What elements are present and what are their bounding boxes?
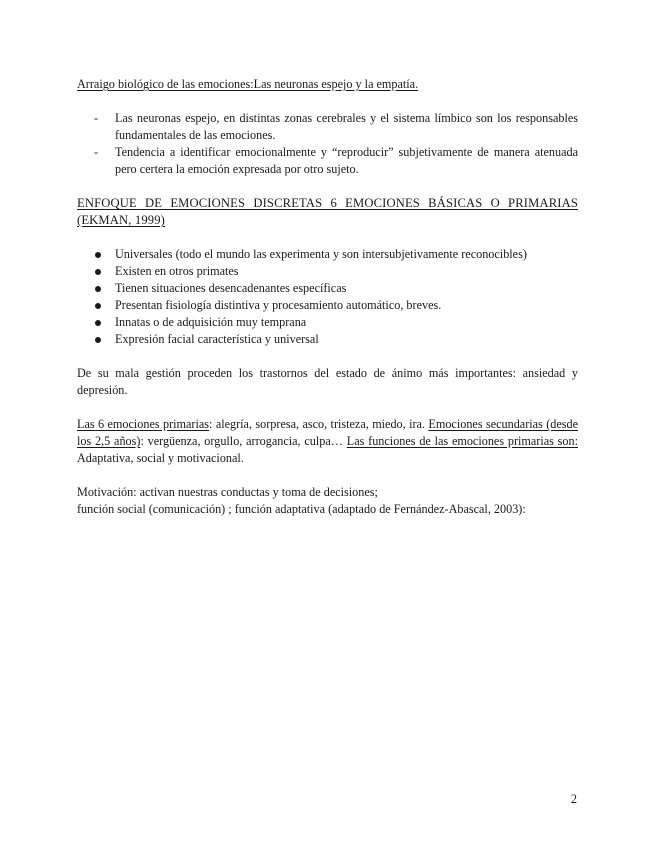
- list-item-text: Universales (todo el mundo las experimenta y son intersubjetivamente reconocibles): [115, 247, 527, 261]
- list-item-text: Innatas o de adquisición muy temprana: [115, 315, 307, 329]
- list-item: [77, 144, 578, 178]
- section-heading-emociones-discretas: ENFOQUE DE EMOCIONES DISCRETAS 6 EMOCIONES BÁSICAS O PRIMARIAS (EKMAN, 1999): [77, 196, 578, 227]
- bullet-icon: [95, 337, 101, 343]
- functions-text: Adaptativa, social y motivacional.: [77, 434, 584, 465]
- list-item-text: Existen en otros primates: [115, 264, 239, 278]
- secondary-emotions-text: : vergüenza, orgullo, arrogancia, culpa…: [140, 434, 347, 448]
- list-item-text: Tienen situaciones desencadenantes específicas: [115, 281, 347, 295]
- page-number: 2: [570, 792, 577, 806]
- paragraph-gestion: De su mala gestión proceden los trastornos del estado de ánimo más importantes: ansiedad y depresión.: [77, 366, 578, 397]
- functions-label: Las funciones de las emociones primarias son:: [346, 434, 578, 448]
- motivation-line: Motivación: activan nuestras conductas y toma de decisiones;: [77, 485, 378, 499]
- list-item: [77, 263, 578, 280]
- paragraph-motivacion: [77, 484, 578, 518]
- bullet-icon: [95, 269, 101, 275]
- primary-emotions-text: : alegría, sorpresa, asco, tristeza, miedo, ira.: [209, 417, 429, 431]
- list-item: [77, 314, 578, 331]
- bullet-icon: [95, 320, 101, 326]
- list-item-text: Expresión facial característica y universal: [115, 332, 319, 346]
- list-item-text: Presentan fisiología distintiva y procesamiento automático, breves.: [115, 298, 442, 312]
- bullet-icon: [95, 303, 101, 309]
- list-item-text: Las neuronas espejo, en distintas zonas cerebrales y el sistema límbico son los responsables fundamentales de las emociones.: [115, 111, 578, 142]
- dash-marker: -: [94, 111, 99, 125]
- bullet-icon: [95, 252, 101, 258]
- paragraph-emociones-primarias: [77, 416, 584, 467]
- list-item-text: Tendencia a identificar emocionalmente y “reproducir” subjetivamente de manera atenuada pero certera la emoción expresada por otro sujeto.: [115, 145, 578, 176]
- primary-emotions-label: Las 6 emociones primarias: [77, 417, 210, 431]
- list-item: [77, 280, 578, 297]
- function-line: función social (comunicación) ; función adaptativa (adaptado de Fernández-Abascal, 2003):: [77, 502, 526, 516]
- section-heading-neuronas-espejo: Arraigo biológico de las emociones:Las neuronas espejo y la empatía.: [77, 77, 419, 91]
- dash-list: [77, 110, 578, 178]
- dash-marker: -: [94, 145, 99, 159]
- list-item: [77, 246, 578, 263]
- list-item: [77, 297, 578, 314]
- bullet-list: [77, 246, 578, 348]
- bullet-icon: [95, 286, 101, 292]
- secondary-emotions-label: Emociones secundarias (desde los 2,5 años): [77, 417, 579, 448]
- list-item: [77, 331, 578, 348]
- list-item: [77, 110, 578, 144]
